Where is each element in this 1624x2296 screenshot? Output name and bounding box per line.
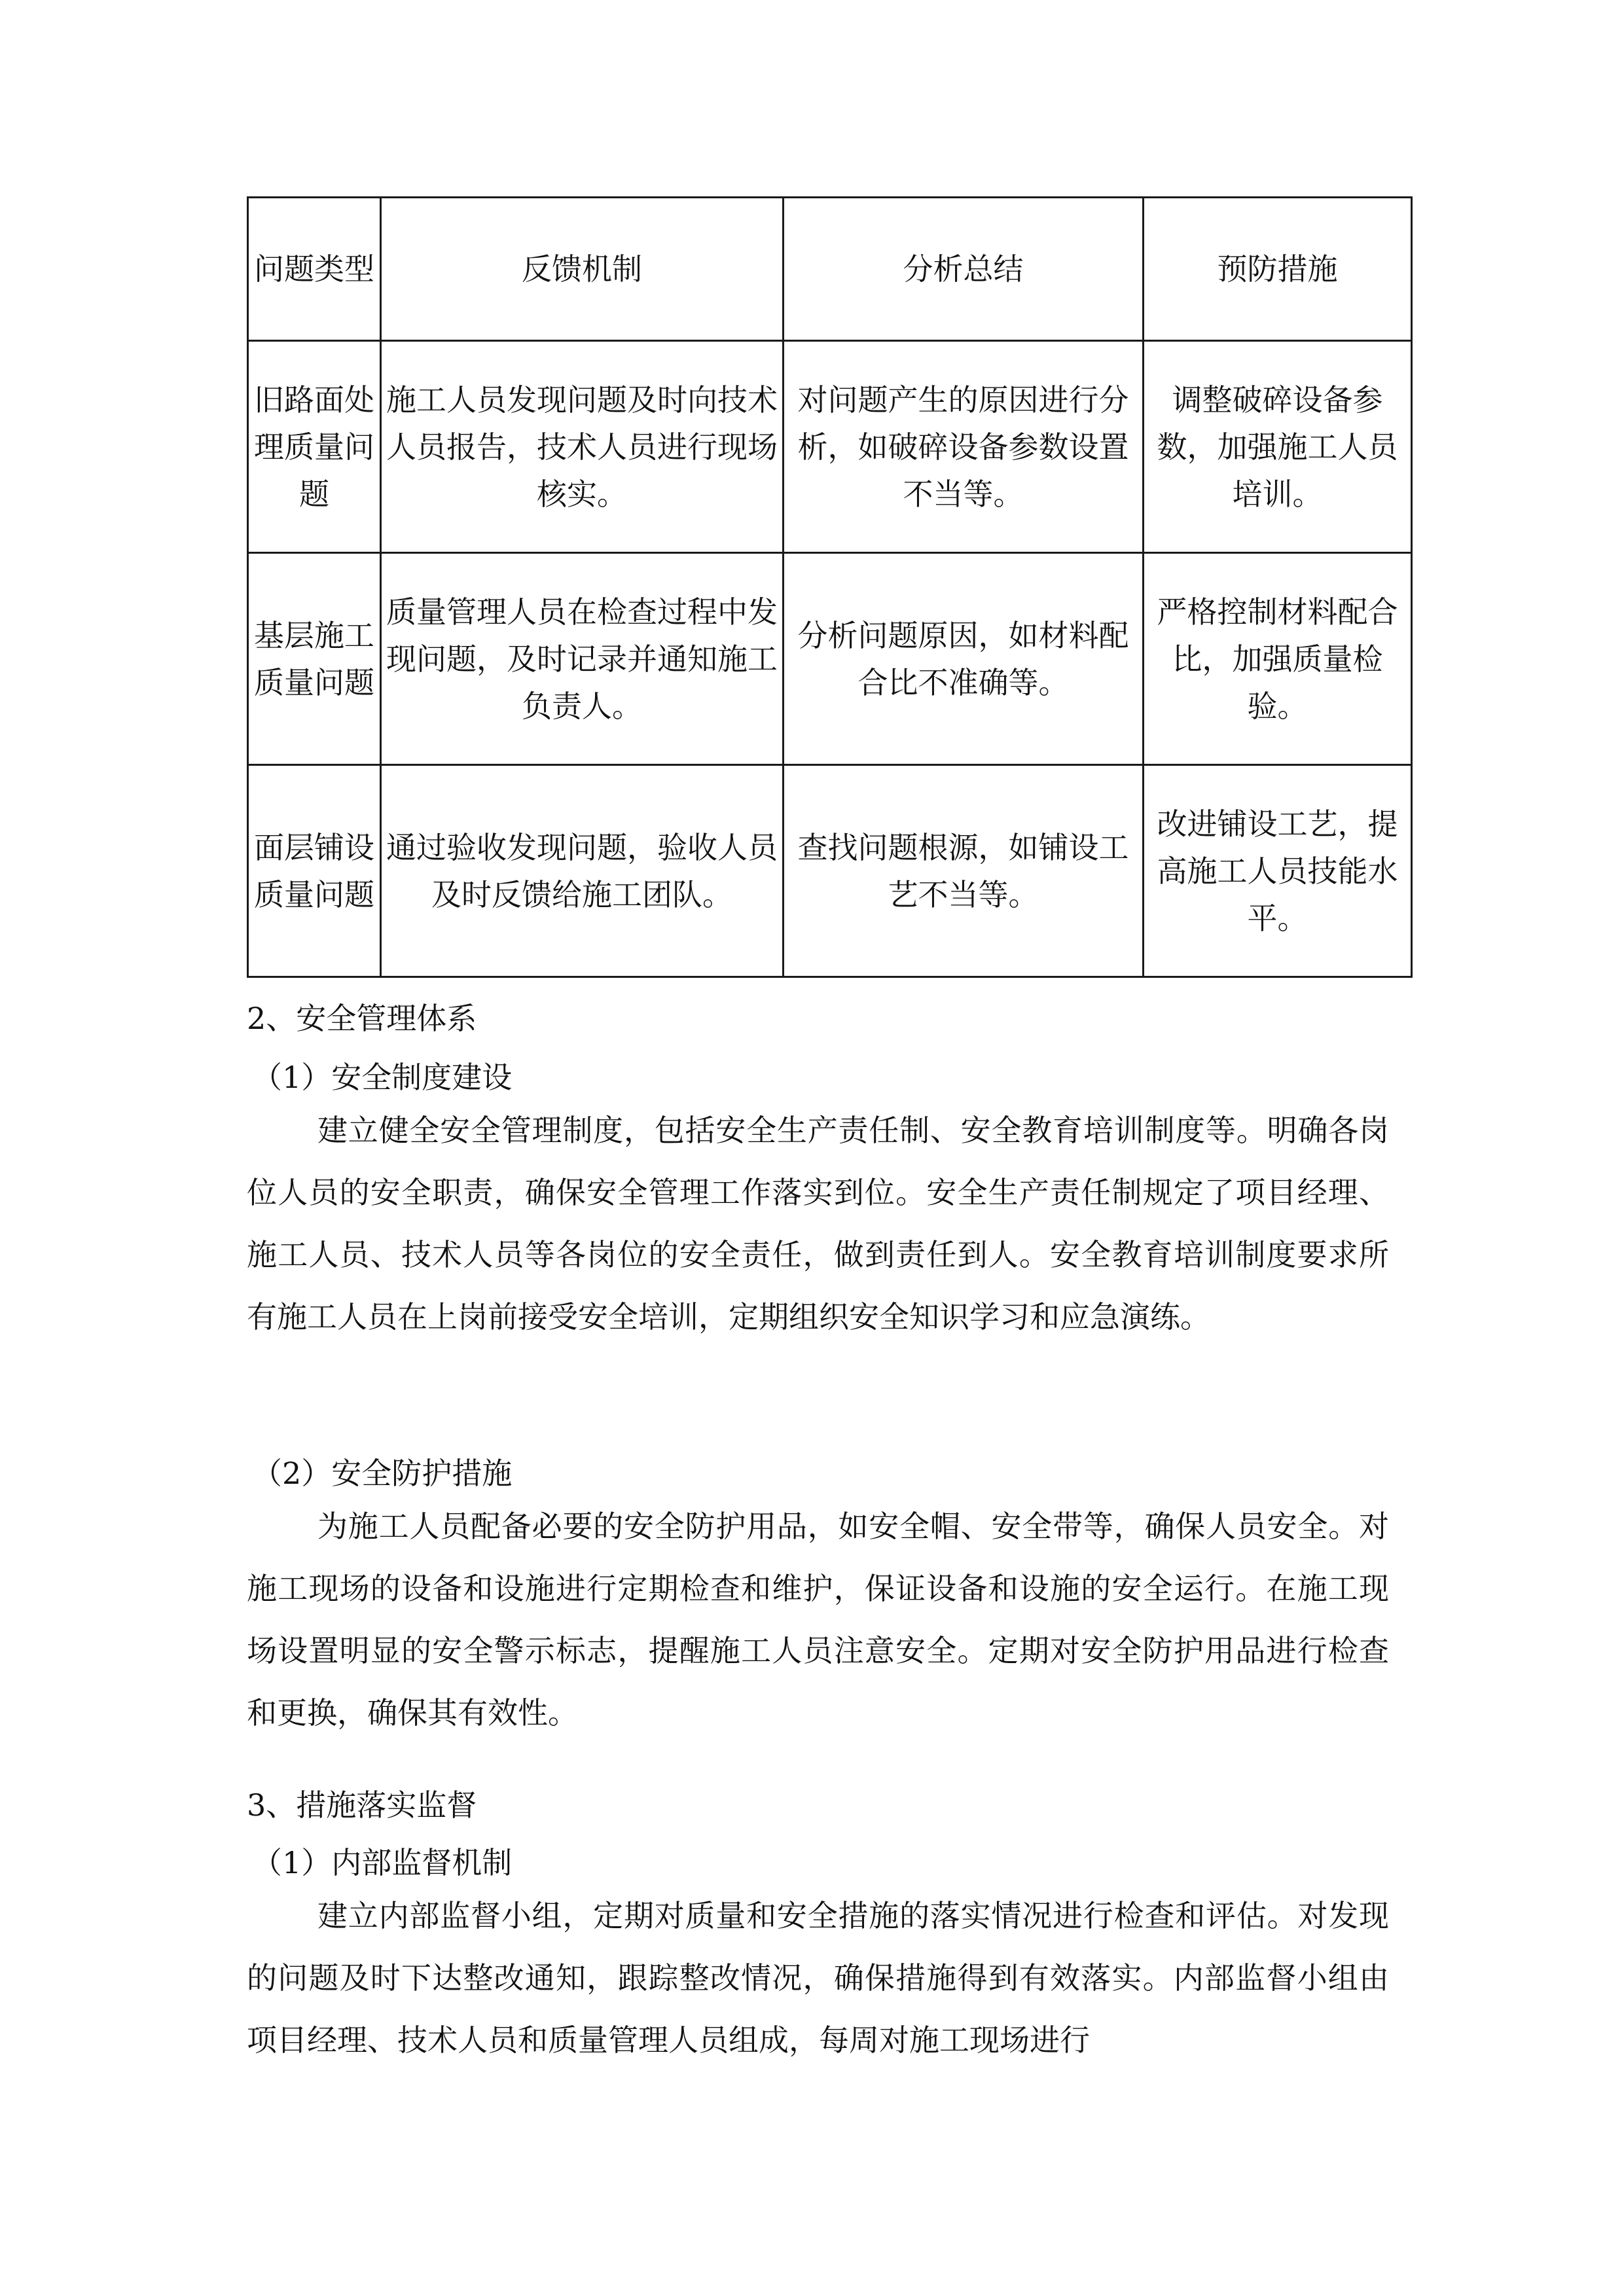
table-cell: 通过验收发现问题，验收人员及时反馈给施工团队。 <box>381 765 784 977</box>
table-cell: 严格控制材料配合比，加强质量检验。 <box>1144 553 1412 765</box>
subsection-heading: （1）安全制度建设 <box>252 1060 513 1095</box>
table-cell: 查找问题根源，如铺设工艺不当等。 <box>784 765 1144 977</box>
table-cell: 面层铺设质量问题 <box>248 765 381 977</box>
body-paragraph: 为施工人员配备必要的安全防护用品，如安全帽、安全带等，确保人员安全。对施工现场的设备和设施进行定期检查和维护，保证设备和设施的安全运行。在施工现场设置明显的安全警示标志，提醒施工人员注意安全。定期对安全防护用品进行检查和更换，确保其有效性。 <box>247 1509 1389 1731</box>
table-row <box>248 553 1412 765</box>
header-cell: 问题类型 <box>248 198 381 341</box>
section-heading: 2、安全管理体系 <box>247 1001 477 1036</box>
table-cell: 对问题产生的原因进行分析，如破碎设备参数设置不当等。 <box>784 341 1144 553</box>
table-cell: 分析问题原因，如材料配合比不准确等。 <box>784 553 1144 765</box>
subsection-heading: （1）内部监督机制 <box>252 1845 513 1880</box>
table-cell: 质量管理人员在检查过程中发现问题，及时记录并通知施工负责人。 <box>381 553 784 765</box>
table-cell: 基层施工质量问题 <box>248 553 381 765</box>
table-cell: 旧路面处理质量问题 <box>248 341 381 553</box>
table-header-row <box>248 198 1412 341</box>
body-paragraph: 建立健全安全管理制度，包括安全生产责任制、安全教育培训制度等。明确各岗位人员的安全职责，确保安全管理工作落实到位。安全生产责任制规定了项目经理、施工人员、技术人员等各岗位的安全责任，做到责任到人。安全教育培训制度要求所有施工人员在上岗前接受安全培训，定期组织安全知识学习和应急演练。 <box>247 1113 1389 1335</box>
table-cell: 施工人员发现问题及时向技术人员报告，技术人员进行现场核实。 <box>381 341 784 553</box>
table-cell: 改进铺设工艺，提高施工人员技能水平。 <box>1144 765 1412 977</box>
section-heading: 3、措施落实监督 <box>247 1787 477 1823</box>
quality-issue-table <box>247 196 1413 978</box>
header-cell: 反馈机制 <box>381 198 784 341</box>
table-row <box>248 765 1412 977</box>
header-cell: 分析总结 <box>784 198 1144 341</box>
table-row <box>248 341 1412 553</box>
header-cell: 预防措施 <box>1144 198 1412 341</box>
subsection-heading: （2）安全防护措施 <box>252 1456 513 1491</box>
body-paragraph: 建立内部监督小组，定期对质量和安全措施的落实情况进行检查和评估。对发现的问题及时下达整改通知，跟踪整改情况，确保措施得到有效落实。内部监督小组由项目经理、技术人员和质量管理人员组成，每周对施工现场进行 <box>247 1898 1389 2058</box>
table-cell: 调整破碎设备参数，加强施工人员培训。 <box>1144 341 1412 553</box>
